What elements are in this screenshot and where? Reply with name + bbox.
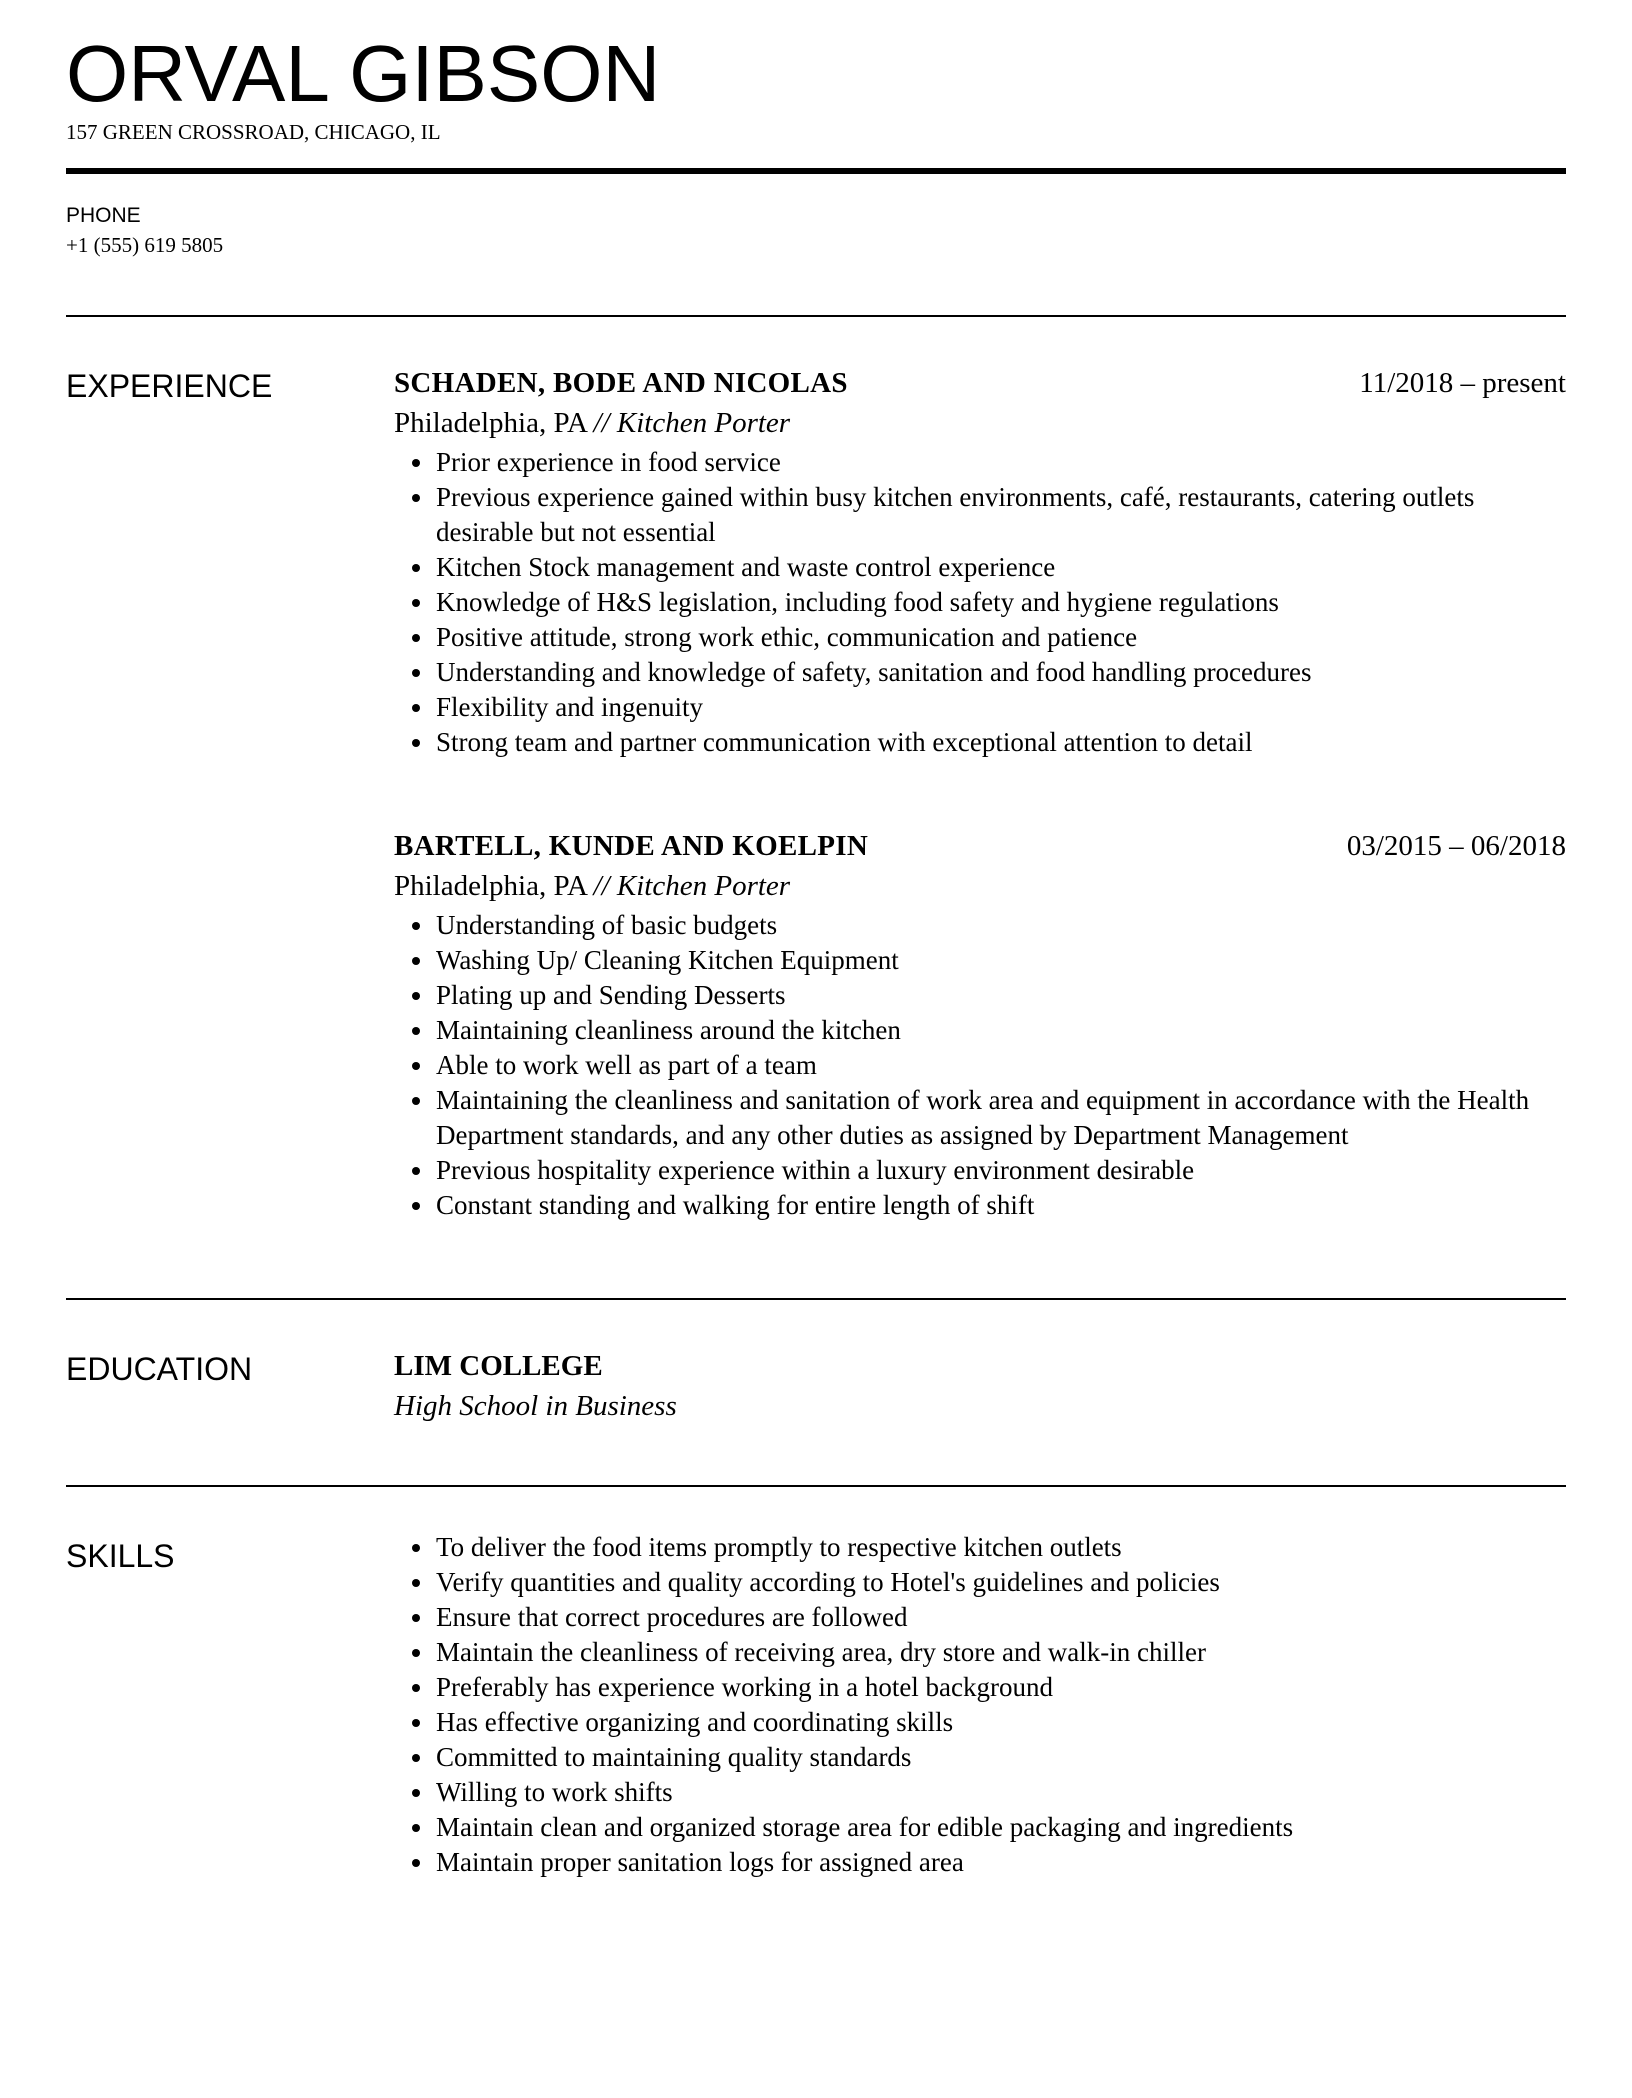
job-separator: // bbox=[593, 870, 610, 902]
job-duties-list bbox=[394, 908, 1566, 1223]
job-location-role bbox=[394, 866, 1566, 906]
job-company: SCHADEN, BODE AND NICOLAS bbox=[394, 367, 848, 399]
job-dates: 03/2015 – 06/2018 bbox=[1346, 830, 1566, 862]
list-item: Plating up and Sending Desserts bbox=[436, 978, 1566, 1013]
header-divider bbox=[66, 168, 1566, 174]
list-item: Flexibility and ingenuity bbox=[436, 690, 1566, 725]
job-role: Kitchen Porter bbox=[616, 407, 791, 439]
education-entry bbox=[394, 1346, 1566, 1426]
job-dates: 11/2018 – present bbox=[1359, 367, 1566, 399]
list-item: Willing to work shifts bbox=[436, 1775, 1566, 1810]
list-item: Ensure that correct procedures are followed bbox=[436, 1600, 1566, 1635]
job-duties-list bbox=[394, 445, 1566, 760]
list-item: Knowledge of H&S legislation, including food safety and hygiene regulations bbox=[436, 585, 1566, 620]
list-item: Constant standing and walking for entire length of shift bbox=[436, 1188, 1566, 1223]
section-divider bbox=[66, 315, 1566, 317]
list-item: Preferably has experience working in a hotel background bbox=[436, 1670, 1566, 1705]
list-item: Previous experience gained within busy kitchen environments, café, restaurants, catering outlets desirable but not essential bbox=[436, 480, 1566, 550]
list-item: Positive attitude, strong work ethic, communication and patience bbox=[436, 620, 1566, 655]
experience-job bbox=[394, 826, 1566, 1223]
list-item: Verify quantities and quality according to Hotel's guidelines and policies bbox=[436, 1565, 1566, 1600]
list-item: Prior experience in food service bbox=[436, 445, 1566, 480]
list-item: Maintaining cleanliness around the kitchen bbox=[436, 1013, 1566, 1048]
education-section-title: EDUCATION bbox=[66, 1351, 253, 1387]
list-item: Maintaining the cleanliness and sanitation of work area and equipment in accordance with the Health Department standards, and any other duties as assigned by Department Management bbox=[436, 1083, 1566, 1153]
experience-section-title: EXPERIENCE bbox=[66, 368, 273, 404]
list-item: Maintain proper sanitation logs for assigned area bbox=[436, 1845, 1566, 1880]
list-item: Understanding of basic budgets bbox=[436, 908, 1566, 943]
list-item: Strong team and partner communication with exceptional attention to detail bbox=[436, 725, 1566, 760]
candidate-name: ORVAL GIBSON bbox=[66, 29, 661, 118]
skills-list bbox=[394, 1530, 1566, 1880]
skills-entry bbox=[394, 1530, 1566, 1880]
list-item: Maintain the cleanliness of receiving area, dry store and walk-in chiller bbox=[436, 1635, 1566, 1670]
job-company: BARTELL, KUNDE AND KOELPIN bbox=[394, 830, 869, 862]
list-item: Understanding and knowledge of safety, sanitation and food handling procedures bbox=[436, 655, 1566, 690]
job-header bbox=[394, 363, 1566, 403]
job-role: Kitchen Porter bbox=[616, 870, 791, 902]
list-item: Has effective organizing and coordinating skills bbox=[436, 1705, 1566, 1740]
list-item: Previous hospitality experience within a luxury environment desirable bbox=[436, 1153, 1566, 1188]
candidate-address: 157 GREEN CROSSROAD, CHICAGO, IL bbox=[66, 120, 441, 144]
experience-job bbox=[394, 363, 1566, 760]
job-separator: // bbox=[593, 407, 610, 439]
phone-label: PHONE bbox=[66, 204, 141, 227]
section-divider bbox=[66, 1298, 1566, 1300]
list-item: Kitchen Stock management and waste control experience bbox=[436, 550, 1566, 585]
job-location-role bbox=[394, 403, 1566, 443]
job-location: Philadelphia, PA bbox=[394, 870, 587, 902]
job-header bbox=[394, 826, 1566, 866]
list-item: Committed to maintaining quality standards bbox=[436, 1740, 1566, 1775]
list-item: Washing Up/ Cleaning Kitchen Equipment bbox=[436, 943, 1566, 978]
job-location: Philadelphia, PA bbox=[394, 407, 587, 439]
degree: High School in Business bbox=[394, 1390, 677, 1422]
list-item: Maintain clean and organized storage area for edible packaging and ingredients bbox=[436, 1810, 1566, 1845]
school-name: LIM COLLEGE bbox=[394, 1350, 603, 1382]
list-item: To deliver the food items promptly to respective kitchen outlets bbox=[436, 1530, 1566, 1565]
list-item: Able to work well as part of a team bbox=[436, 1048, 1566, 1083]
section-divider bbox=[66, 1485, 1566, 1487]
skills-section-title: SKILLS bbox=[66, 1538, 175, 1574]
phone-number: +1 (555) 619 5805 bbox=[66, 233, 224, 257]
